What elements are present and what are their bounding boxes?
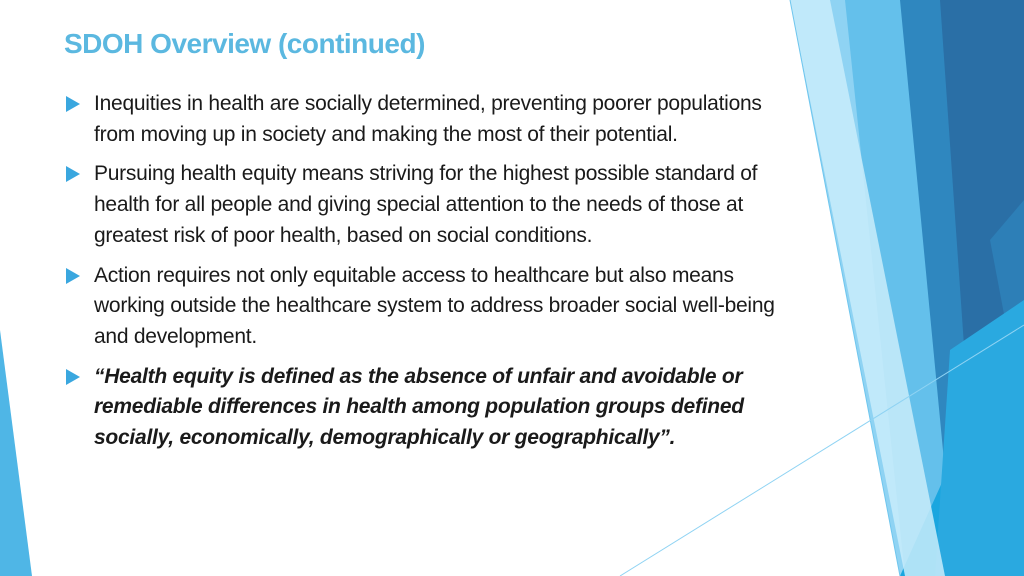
bullet-text: Inequities in health are socially determined, preventing poorer populations from moving up in society and making the most of their potential.: [94, 92, 762, 146]
triangle-right-icon: [66, 96, 80, 112]
bullet-item: [66, 89, 786, 150]
left-edge-shape: [0, 330, 32, 576]
bullet-quote-text: “Health equity is defined as the absence of unfair and avoidable or remediable differences in health among population groups defined socially, economically, demographically or geographically”.: [94, 364, 744, 450]
slide-title: SDOH Overview (continued): [64, 28, 425, 59]
bullet-item: [66, 159, 786, 251]
bullet-item-quote: [66, 362, 786, 454]
triangle-right-icon: [66, 369, 80, 385]
bullet-text: Action requires not only equitable access to healthcare but also means working outside the healthcare system to address broader social well-being and development.: [94, 263, 775, 348]
bullet-list: [66, 89, 786, 463]
triangle-right-icon: [66, 268, 80, 284]
triangle-right-icon: [66, 166, 80, 182]
bullet-text: Pursuing health equity means striving for the highest possible standard of health for all people and giving special attention to the needs of those at greatest risk of poor health, based on social conditions.: [94, 162, 758, 247]
bullet-item: [66, 261, 786, 353]
